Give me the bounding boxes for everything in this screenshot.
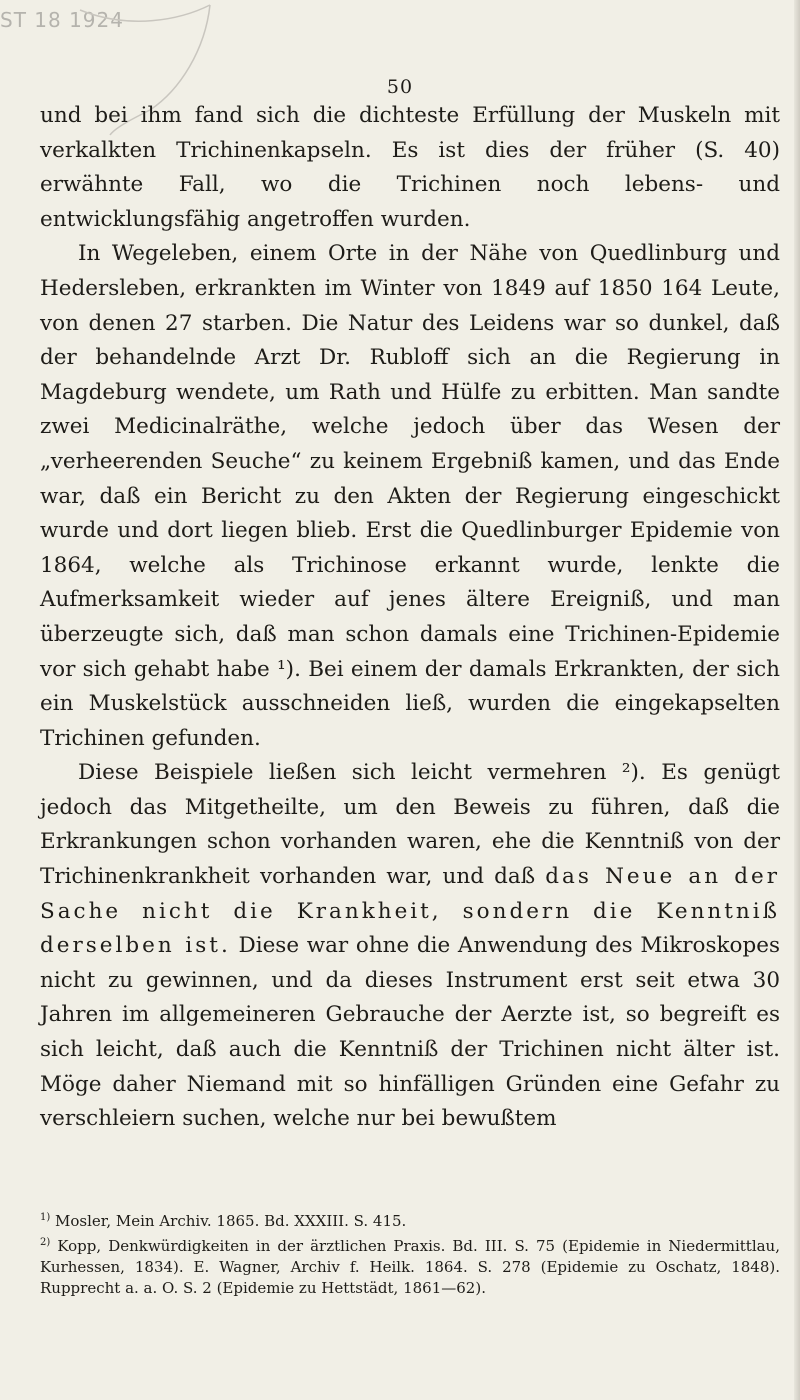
paragraph-3 xyxy=(40,756,780,1137)
paragraph-1: und bei ihm fand sich die dichteste Erfüllung der Muskeln mit verkalkten Trichinenkapseln. Es ist dies der früher (S. 40) erwähnte Fall, wo die Trichinen noch lebens- und entwicklungsfähig angetroffen wurden. xyxy=(40,103,780,232)
paragraph-3-start: Diese Beispiele ließen sich leicht vermehren ²). Es genügt jedoch das Mitgetheilte, um den Beweis zu führen, daß die Erkrankungen schon vorhanden waren, ehe die Kenntniß von der Trichinenkrankheit vorhanden war, und daß xyxy=(40,760,780,890)
library-stamp: ST 18 1924 xyxy=(0,8,124,32)
footnote-1 xyxy=(40,1207,780,1232)
emphasized-statement: das Neue an der Sache nicht die Krankheit, sondern die Kenntniß derselben ist. xyxy=(40,864,780,959)
footnote-2 xyxy=(40,1232,780,1299)
footnote-2-marker: 2) xyxy=(40,1237,51,1248)
footnote-1-marker: 1) xyxy=(40,1212,51,1223)
paragraph-3-end: Diese war ohne die Anwendung des Mikroskopes nicht zu gewinnen, und da dieses Instrument erst seit etwa 30 Jahren im allgemeineren Gebrauche der Aerzte ist, so begreift es sich leicht, daß auch die Kenntniß der Trichinen nicht älter ist. Möge daher Niemand mit so hinfälligen Gründen eine Gefahr zu verschleiern suchen, welche nur bei bewußtem xyxy=(40,933,780,1132)
paragraph-2: In Wegeleben, einem Orte in der Nähe von Quedlinburg und Hedersleben, erkrankten im Winter von 1849 auf 1850 164 Leute, von denen 27 starben. Die Natur des Leidens war so dunkel, daß der behandelnde Arzt Dr. Rubloff sich an die Regierung in Magdeburg wendete, um Rath und Hülfe zu erbitten. Man sandte zwei Medicinalräthe, welche jedoch über das Wesen der „verheerenden Seuche“ zu keinem Ergebniß kamen, und das Ende war, daß ein Bericht zu den Akten der Regierung eingeschickt wurde und dort liegen blieb. Erst die Quedlinburger Epidemie von 1864, welche als Trichinose erkannt wurde, lenkte die Aufmerksamkeit wieder auf jenes ältere Ereigniß, und man überzeugte sich, daß man schon damals eine Trichinen-Epidemie vor sich gehabt habe ¹). Bei einem der damals Erkrankten, der sich ein Muskelstück ausschneiden ließ, wurden die eingekapselten Trichinen gefunden. xyxy=(40,241,780,751)
page-edge-shadow xyxy=(794,0,800,1400)
main-text xyxy=(40,99,780,1137)
page-number: 50 xyxy=(386,76,414,98)
footnote-2-text: Kopp, Denkwürdigkeiten in der ärztlichen Praxis. Bd. III. S. 75 (Epidemie in Niedermittlau, Kurhessen, 1834). E. Wagner, Archiv f. Heilk. 1864. S. 278 (Epidemie zu Oschatz, 1848). Rupprecht a. a. O. S. 2 (Epidemie zu Hettstädt, 1861—62). xyxy=(40,1237,780,1297)
footnotes xyxy=(40,1207,780,1299)
footnote-1-text: Mosler, Mein Archiv. 1865. Bd. XXXIII. S. 415. xyxy=(55,1212,407,1230)
